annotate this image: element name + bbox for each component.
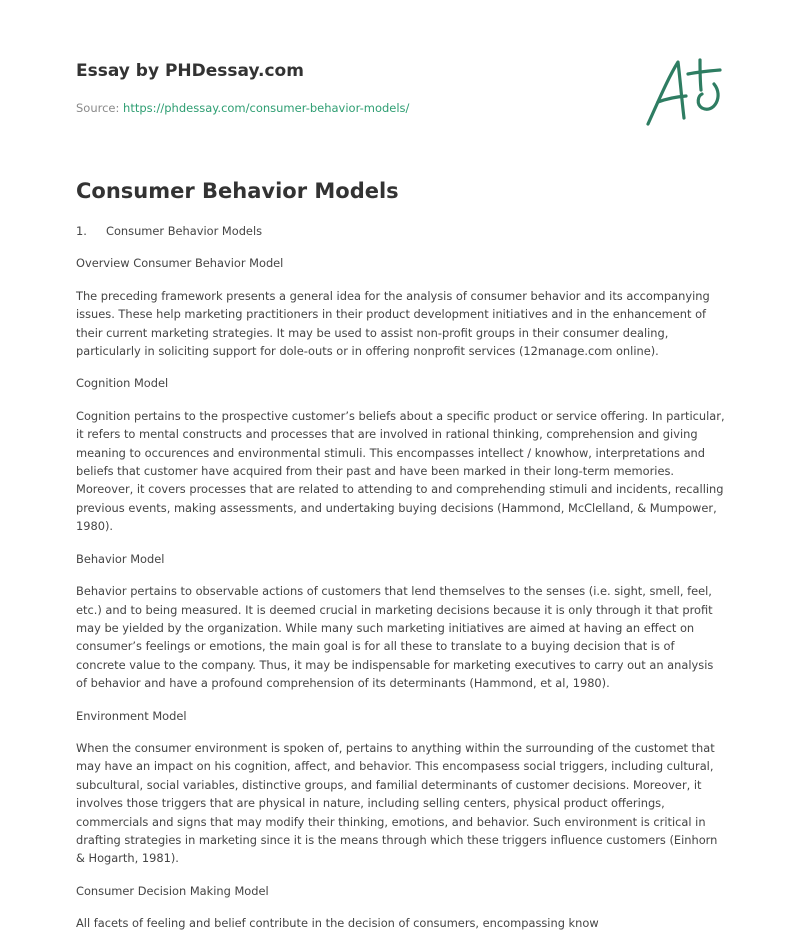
list-item-text: Consumer Behavior Models xyxy=(106,224,263,238)
section-heading: Overview Consumer Behavior Model xyxy=(76,256,284,271)
essay-header xyxy=(76,60,636,116)
source-link[interactable]: https://phdessay.com/consumer-behavior-models/ xyxy=(123,101,410,115)
site-title: Essay by PHDessay.com xyxy=(76,61,304,81)
numbered-list-item xyxy=(76,222,726,240)
document-body xyxy=(76,222,726,947)
section-paragraph: The preceding framework presents a general idea for the analysis of consumer behavior and its accompanying issues. These help marketing practitioners in their product development initiatives and in the enhancement of their current marketing strategies. It may be used to assist non-profit groups in their consumer dealing, particularly in soliciting support for dole-outs or in offering nonprofit services (12manage.com online). xyxy=(76,288,710,359)
section-paragraph: Cognition pertains to the prospective customer’s beliefs about a specific product or service offering. In particular, it refers to mental constructs and processes that are involved in rational thinking, comprehension and giving meaning to occurences and environmental stimuli. This encompasses intellect / knowhow, interpretations and beliefs that customer have acquired from their past and have been marked in their long-term memories. Moreover, it covers processes that are related to attending to and comprehending stimuli and incidents, recalling previous events, making assessments, and undertaking buying decisions (Hammond, McClelland, & Mumpower, 1980). xyxy=(76,408,725,534)
source-line xyxy=(76,100,636,116)
section-heading: Cognition Model xyxy=(76,376,169,391)
a-plus-logo-icon xyxy=(640,52,730,132)
document-title: Consumer Behavior Models xyxy=(76,179,399,203)
section-heading: Consumer Decision Making Model xyxy=(76,883,269,898)
section-paragraph: Behavior pertains to observable actions of customers that lend themselves to the senses (i.e. sight, smell, feel, etc.) and to being measured. It is deemed crucial in marketing decisions because it is only through it that profit may be yielded by the organization. While many such marketing initiatives are aimed at having an effect on consumer’s feelings or emotions, the main goal is for all these to translate to a buying decision that is of concrete value to the company. Thus, it may be indispensable for marketing executives to carry out an analysis of behavior and have a profound comprehension of its determinants (Hammond, et al, 1980). xyxy=(76,584,714,691)
section-paragraph: When the consumer environment is spoken of, pertains to anything within the surrounding of the customet that may have an impact on his cognition, affect, and behavior. This encompasess social triggers, including cultural, subcultural, social variables, distinctive groups, and familial determinants of customer decisions. Moreover, it involves those triggers that are physical in nature, including selling centers, physical product offerings, commercials and signs that may modify their thinking, emotions, and behavior. Such environment is critical in drafting strategies in marketing since it is the means through which these triggers influence customers (Einhorn & Hogarth, 1981). xyxy=(76,740,718,866)
list-number: 1. xyxy=(76,224,87,238)
source-label: Source: xyxy=(76,101,124,115)
section-heading: Behavior Model xyxy=(76,551,165,566)
section-paragraph: All facets of feeling and belief contribute in the decision of consumers, encompassing know xyxy=(76,916,599,931)
section-heading: Environment Model xyxy=(76,708,187,723)
